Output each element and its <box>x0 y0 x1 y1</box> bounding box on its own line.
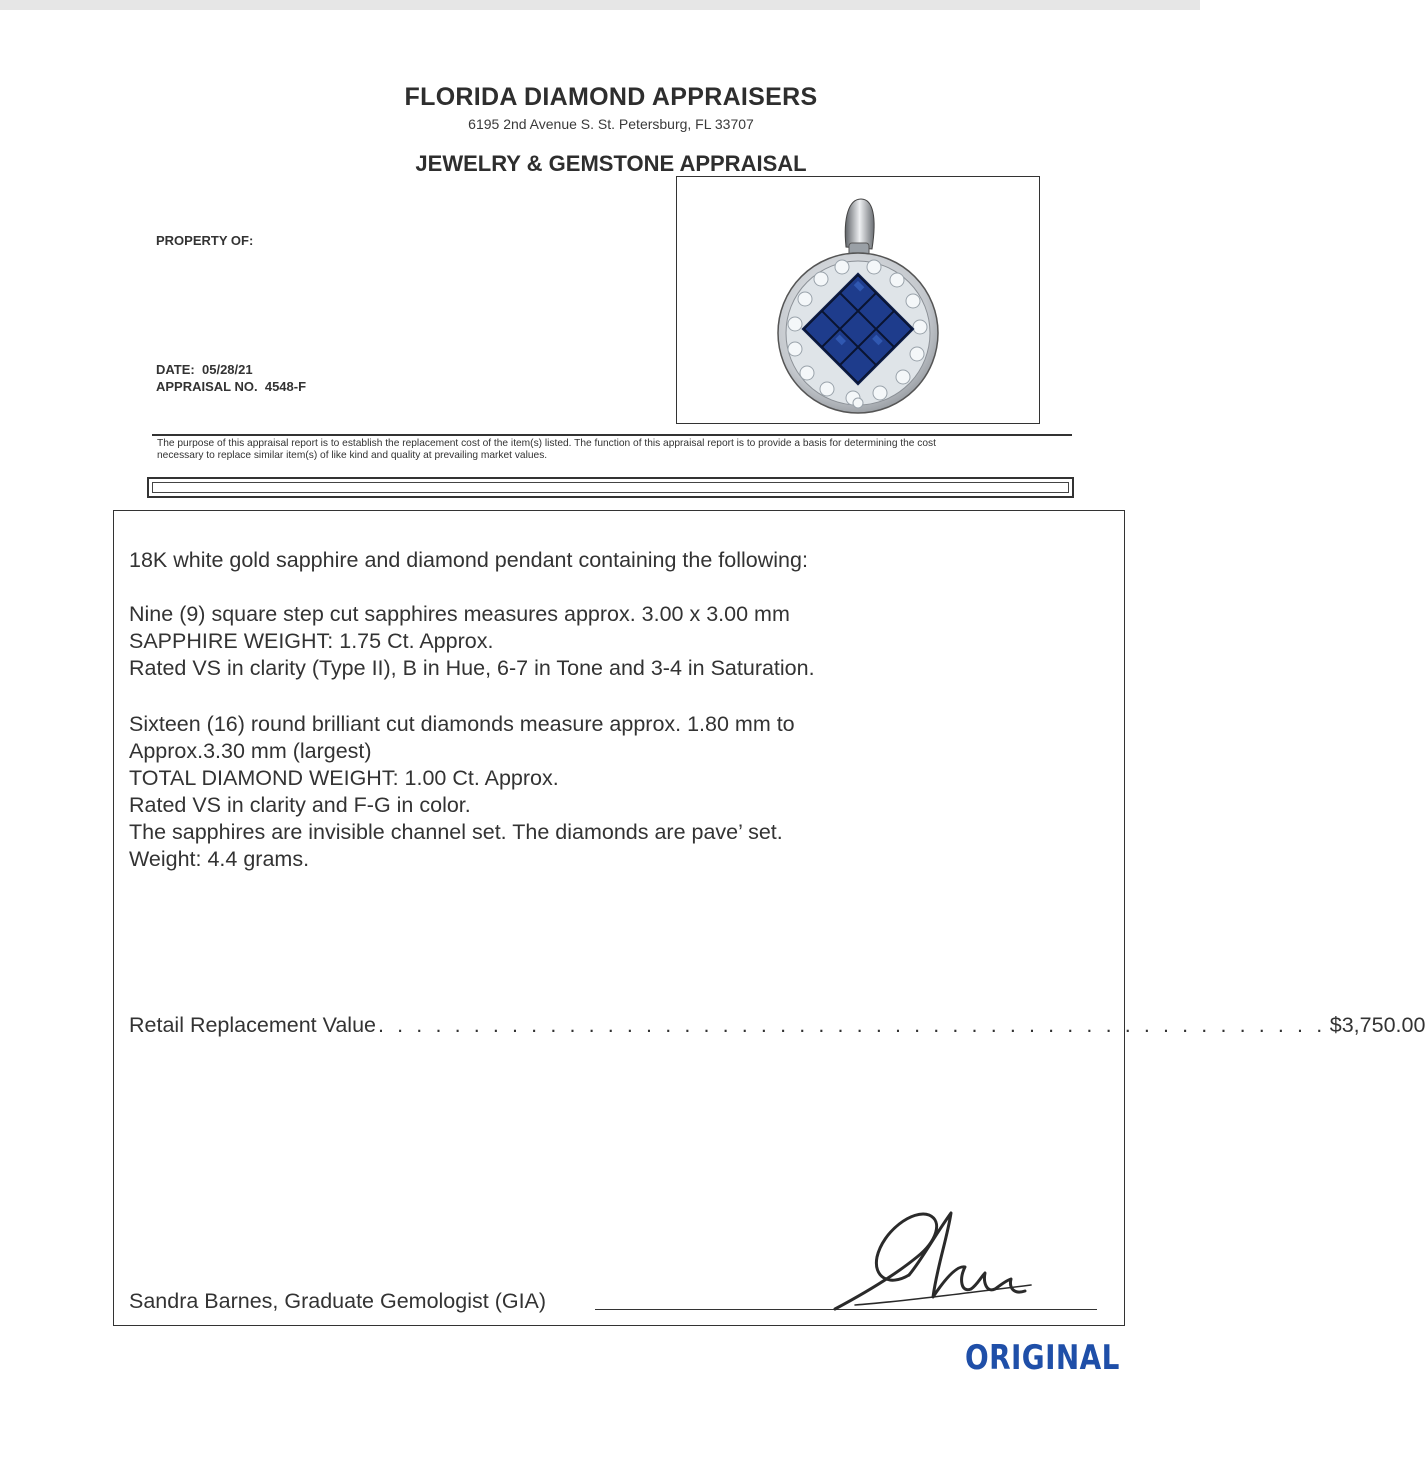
item-photo-frame <box>676 176 1040 424</box>
date-label: DATE: <box>156 362 195 377</box>
sapphire-line: Nine (9) square step cut sapphires measures approx. 3.00 x 3.00 mm <box>129 602 790 626</box>
pendant-bail <box>845 199 874 259</box>
diamond-details <box>129 711 795 873</box>
purpose-statement <box>157 438 1087 462</box>
purpose-line-1: The purpose of this appraisal report is to establish the replacement cost of the item(s) listed. The function of this appraisal report is to provide a basis for determining the cost <box>157 438 936 449</box>
diamond-line: Approx.3.30 mm (largest) <box>129 739 372 763</box>
signer-name: Sandra Barnes, Graduate Gemologist (GIA) <box>129 1289 547 1313</box>
diamond-line: Rated VS in clarity and F-G in color. <box>129 793 471 817</box>
scan-edge <box>0 0 1200 10</box>
company-name: FLORIDA DIAMOND APPRAISERS <box>404 83 818 111</box>
purpose-line-2: necessary to replace similar item(s) of like kind and quality at prevailing market values. <box>157 450 548 461</box>
company-address: 6195 2nd Avenue S. St. Petersburg, FL 33707 <box>468 116 754 132</box>
retail-value-amount: $3,750.00 <box>1329 1013 1425 1037</box>
appraisal-number-value: 4548-F <box>264 379 307 394</box>
appraisal-number-label: APPRAISAL NO. <box>156 379 258 394</box>
pendant-photo-icon <box>677 177 1038 422</box>
appraisal-number-row <box>156 379 306 394</box>
date-value: 05/28/21 <box>202 362 253 377</box>
retail-value-label: Retail Replacement Value <box>129 1013 376 1037</box>
sapphire-line: Rated VS in clarity (Type II), B in Hue, 6-7 in Tone and 3-4 in Saturation. <box>129 656 815 680</box>
handwritten-signature-icon <box>825 1205 1035 1315</box>
diamond-line: The sapphires are invisible channel set. The diamonds are pave’ set. <box>129 820 783 844</box>
sapphire-details <box>129 601 815 682</box>
diamond-line: Sixteen (16) round brilliant cut diamonds measure approx. 1.80 mm to <box>129 712 795 736</box>
sapphire-line: SAPPHIRE WEIGHT: 1.75 Ct. Approx. <box>129 629 494 653</box>
property-of-label: PROPERTY OF: <box>156 233 254 248</box>
document-title: JEWELRY & GEMSTONE APPRAISAL <box>415 151 807 176</box>
retail-value-row <box>129 1012 1425 1039</box>
diamond-line: TOTAL DIAMOND WEIGHT: 1.00 Ct. Approx. <box>129 766 559 790</box>
date-row <box>156 362 253 377</box>
purpose-divider <box>152 434 1072 436</box>
double-rule-inner <box>152 482 1069 493</box>
dot-leader: . . . . . . . . . . . . . . . . . . . . . . . . . . . . . . . . . . . . . . . . . . . . . . . . . . <box>378 1013 1326 1037</box>
item-intro: 18K white gold sapphire and diamond pendant containing the following: <box>129 548 808 572</box>
double-rule-bar <box>147 477 1074 498</box>
diamond-line: Weight: 4.4 grams. <box>129 847 310 871</box>
original-stamp: ORIGINAL <box>965 1338 1120 1378</box>
